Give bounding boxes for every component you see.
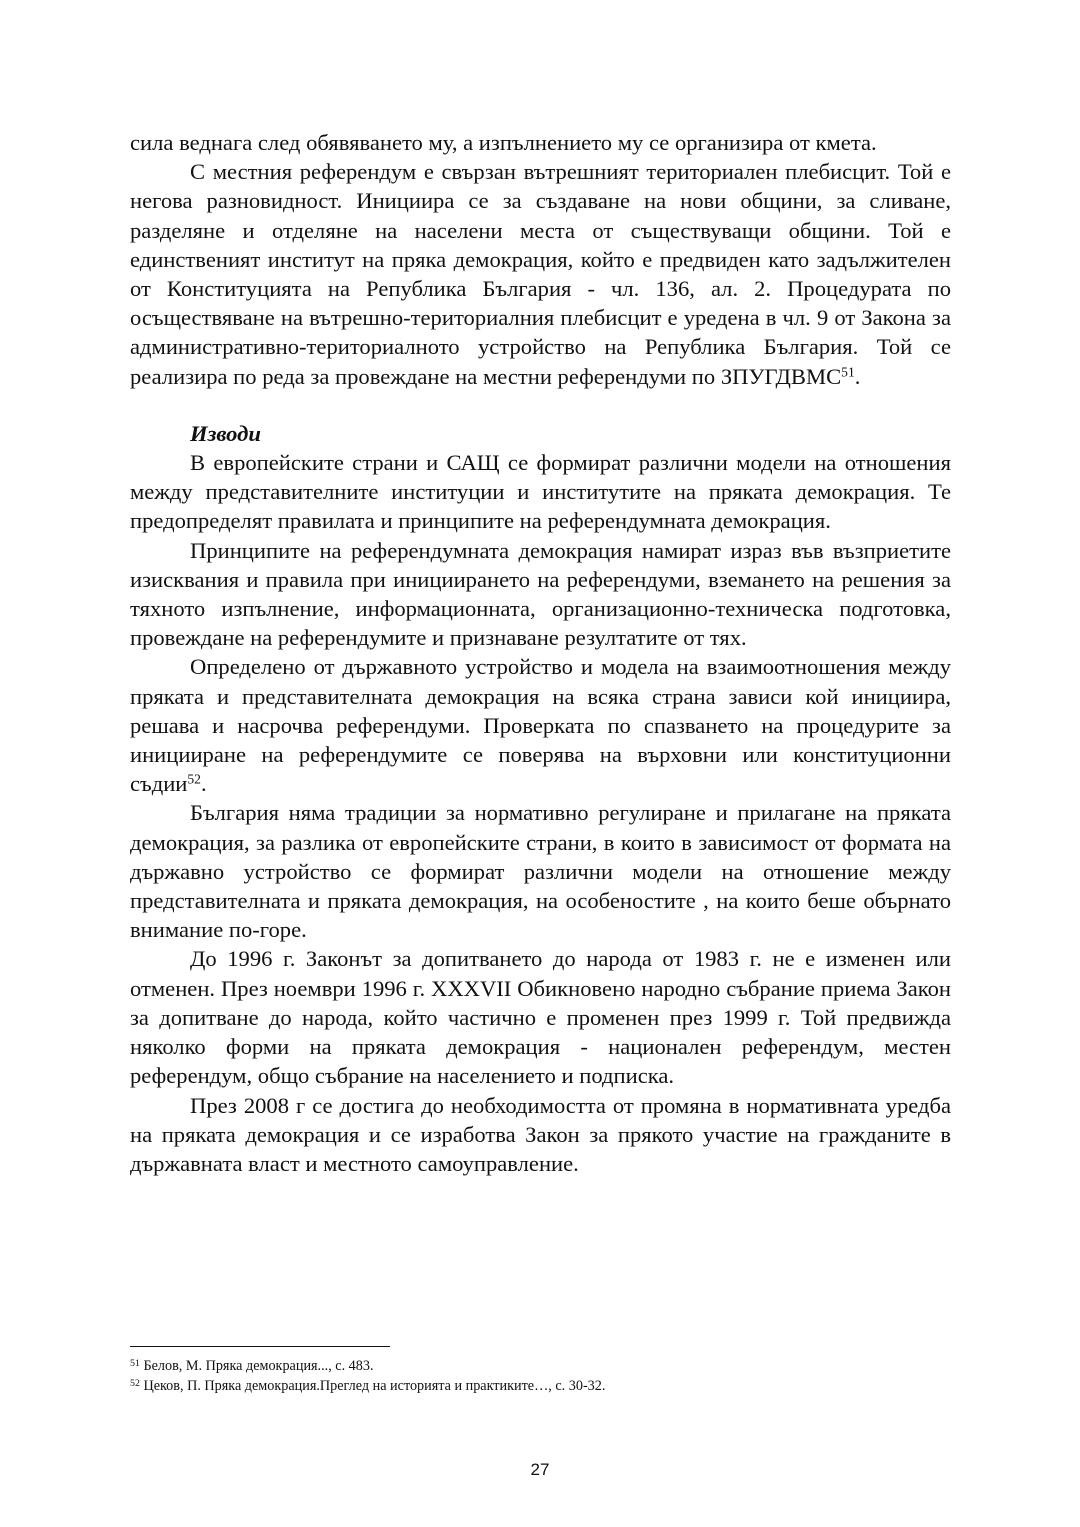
paragraph-tail: . [854,363,861,389]
footnote-number: 52 [130,1378,140,1390]
paragraph-conclusion-6: През 2008 г се достига до необходимостта от промяна в нормативната уредба на пряката демокрация и се изработва Закон за прякото участие на гражданите в държавната власт и местното самоуправление. [130,1092,951,1176]
paragraph-plebiscite [130,157,951,391]
section-heading: Изводи [190,420,261,446]
paragraph-conclusion-1: В европейските страни и САЩ се формират различни модели на отношения между представителните институции и институтите на пряката демокрация. Те предопределят правилата и принципите на референдумната демокрация. [130,450,951,534]
footnote-text: Цеков, П. Пряка демокрация.Преглед на историята и практиките…, с. 30-32. [139,1378,606,1394]
footnote-51 [130,1356,951,1376]
paragraph-conclusion-4: България няма традиции за нормативно регулиране и прилагане на пряката демокрация, за разлика от европейските страни, в които в зависимост от формата на държавно устройство се формират различни модели на отношение между представителната и пряката демокрация, на особеностите , на които беше обърнато внимание по-горе. [130,800,951,943]
paragraph-continuation: сила веднага след обявяването му, а изпълнението му се организира от кмета. [130,130,877,155]
footnote-number: 51 [130,1358,140,1370]
footnote-ref-52: 52 [187,771,201,787]
footnotes [130,1356,951,1396]
paragraph-conclusion-2: Принципите на референдумната демокрация намират израз във възприетите изисквания и правила при инициирането на референдуми, вземането на решения за тяхното изпълнение, информационната, организационно-техническа подготовка, провеждане на референдумите и признаване резултатите от тях. [130,537,951,651]
page-number: 27 [530,1460,550,1479]
paragraph-text: С местния референдум е свързан вътрешният териториален плебисцит. Той е негова разновидност. Инициира се за създаване на нови общини, за сливане, разделяне и отделяне на населени места от съществуващи общини. Той е единственият институт на пряка демокрация, който е предвиден като задължителен от Конституцията на Република България - чл. 136, ал. 2. Процедурата по осъществяване на вътрешно-териториалния плебисцит е уредена в чл. 9 от Закона за административно-териториалното устройство на Република България. Той се реализира по реда за провеждане на местни референдуми по ЗПУГДВМС [130,159,951,389]
paragraph-tail: . [200,771,207,797]
footnote-divider [130,1346,390,1347]
footnote-text: Белов, М. Пряка демокрация..., с. 483. [139,1358,374,1374]
page-body [130,128,951,1178]
footnote-52 [130,1376,951,1396]
paragraph-conclusion-3 [130,652,951,798]
paragraph-conclusion-5: До 1996 г. Законът за допитването до народа от 1983 г. не е изменен или отменен. През ноември 1996 г. XXXVII Обикновено народно събрание приема Закон за допитване до народа, който частично е променен през 1999 г. Той предвижда няколко форми на пряката демокрация - национален референдум, местен референдум, общо събрание на населението и подписка. [130,946,951,1089]
paragraph-text: Определено от държавното устройство и модела на взаимоотношения между пряката и представителната демокрация на всяка страна зависи кой инициира, решава и насрочва референдуми. Проверката по спазването на процедурите за иницииране на референдумите се поверява на върховни или конституционни съдии [130,654,951,797]
footnote-ref-51: 51 [841,364,855,380]
